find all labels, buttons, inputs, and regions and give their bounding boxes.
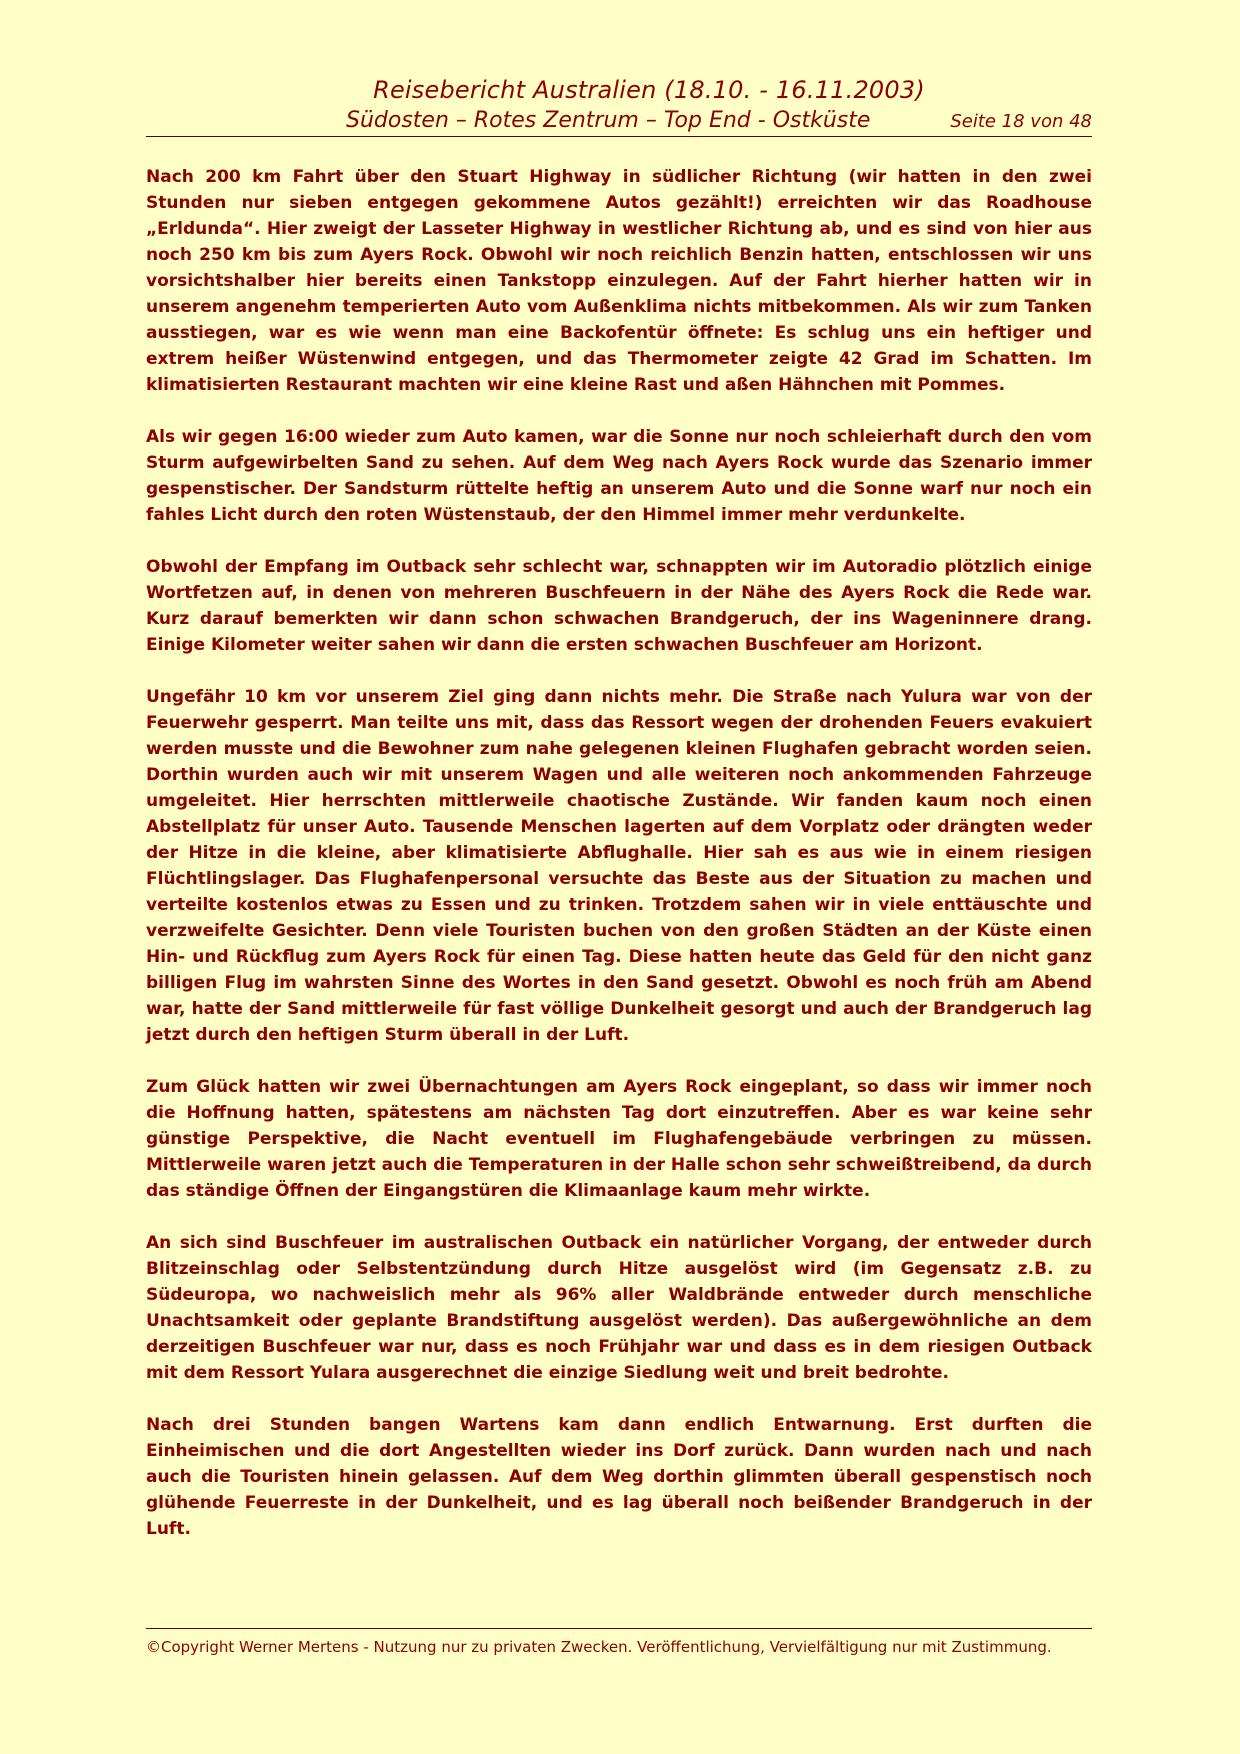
header-subrow [146,106,1092,136]
page-number: Seite 18 von 48 [950,111,1092,132]
page-header [146,74,1092,137]
copyright-notice: ©Copyright Werner Mertens - Nutzung nur zu privaten Zwecken. Veröffentlichung, Vervielfältigung nur mit Zustimmung. [146,1638,1052,1656]
paragraph-3: Obwohl der Empfang im Outback sehr schlecht war, schnappten wir im Autoradio plötzlich einige Wortfetzen auf, in denen von mehreren Buschfeuern in der Nähe des Ayers Rock die Rede war. Kurz darauf bemerkten wir dann schon schwachen Brandgeruch, der ins Wageninnere drang. Einige Kilometer weiter sahen wir dann die ersten schwachen Buschfeuer am Horizont. [146,557,1092,655]
document-subtitle: Südosten – Rotes Zentrum – Top End - Ostküste [346,108,871,133]
page-footer [146,1628,1092,1659]
paragraph-6: An sich sind Buschfeuer im australischen Outback ein natürlicher Vorgang, der entweder durch Blitzeinschlag oder Selbstentzündung durch Hitze ausgelöst wird (im Gegensatz z.B. zu Südeuropa, wo nachweislich mehr als 96% aller Waldbrände entweder durch menschliche Unachtsamkeit oder geplante Brandstiftung ausgelöst werden). Das außergewöhnliche an dem derzeitigen Buschfeuer war nur, dass es noch Frühjahr war und dass es in dem riesigen Outback mit dem Ressort Yulara ausgerechnet die einzige Siedlung weit und breit bedrohte. [146,1233,1092,1383]
paragraph-5: Zum Glück hatten wir zwei Übernachtungen am Ayers Rock eingeplant, so dass wir immer noch die Hoffnung hatten, spätestens am nächsten Tag dort einzutreffen. Aber es war keine sehr günstige Perspektive, die Nacht eventuell im Flughafengebäude verbringen zu müssen. Mittlerweile waren jetzt auch die Temperaturen in der Halle schon sehr schweißtreibend, da durch das ständige Öffnen der Eingangstüren die Klimaanlage kaum mehr wirkte. [146,1077,1092,1201]
paragraph-1: Nach 200 km Fahrt über den Stuart Highway in südlicher Richtung (wir hatten in den zwei Stunden nur sieben entgegen gekommene Autos gezählt!) erreichten wir das Roadhouse „Erldunda“. Hier zweigt der Lasseter Highway in westlicher Richtung ab, und es sind von hier aus noch 250 km bis zum Ayers Rock. Obwohl wir noch reichlich Benzin hatten, entschlossen wir uns vorsichtshalber hier bereits einen Tankstopp einzulegen. Auf der Fahrt hierher hatten wir in unserem angenehm temperierten Auto vom Außenklima nichts mitbekommen. Als wir zum Tanken ausstiegen, war es wie wenn man eine Backofentür öffnete: Es schlug uns ein heftiger und extrem heißer Wüstenwind entgegen, und das Thermometer zeigte 42 Grad im Schatten. Im klimatisierten Restaurant machten wir eine kleine Rast und aßen Hähnchen mit Pommes. [146,167,1092,395]
document-title: Reisebericht Australien (18.10. - 16.11.2003) [373,76,925,104]
paragraph-7: Nach drei Stunden bangen Wartens kam dann endlich Entwarnung. Erst durften die Einheimischen und die dort Angestellten wieder ins Dorf zurück. Dann wurden nach und nach auch die Touristen hinein gelassen. Auf dem Weg dorthin glimmten überall gespenstisch noch glühende Feuerreste in der Dunkelheit, und es lag überall noch beißender Brandgeruch in der Luft. [146,1415,1092,1539]
paragraph-2: Als wir gegen 16:00 wieder zum Auto kamen, war die Sonne nur noch schleierhaft durch den vom Sturm aufgewirbelten Sand zu sehen. Auf dem Weg nach Ayers Rock wurde das Szenario immer gespenstischer. Der Sandsturm rüttelte heftig an unserem Auto und die Sonne warf nur noch ein fahles Licht durch den roten Wüstenstaub, der den Himmel immer mehr verdunkelte. [146,427,1092,525]
body-text [146,164,1092,1568]
paragraph-4: Ungefähr 10 km vor unserem Ziel ging dann nichts mehr. Die Straße nach Yulura war von der Feuerwehr gesperrt. Man teilte uns mit, dass das Ressort wegen der drohenden Feuers evakuiert werden musste und die Bewohner zum nahe gelegenen kleinen Flughafen gebracht worden seien. Dorthin wurden auch wir mit unserem Wagen und alle weiteren noch ankommenden Fahrzeuge umgeleitet. Hier herrschten mittlerweile chaotische Zustände. Wir fanden kaum noch einen Abstellplatz für unser Auto. Tausende Menschen lagerten auf dem Vorplatz oder drängten weder der Hitze in die kleine, aber klimatisierte Abflughalle. Hier sah es aus wie in einem riesigen Flüchtlingslager. Das Flughafenpersonal versuchte das Beste aus der Situation zu machen und verteilte kostenlos etwas zu Essen und zu trinken. Trotzdem sahen wir in viele enttäuschte und verzweifelte Gesichter. Denn viele Touristen buchen von den großen Städten an der Küste einen Hin- und Rückflug zum Ayers Rock für einen Tag. Diese hatten heute das Geld für den nicht ganz billigen Flug im wahrsten Sinne des Wortes in den Sand gesetzt. Obwohl es noch früh am Abend war, hatte der Sand mittlerweile für fast völlige Dunkelheit gesorgt und auch der Brandgeruch lag jetzt durch den heftigen Sturm überall in der Luft. [146,687,1092,1045]
